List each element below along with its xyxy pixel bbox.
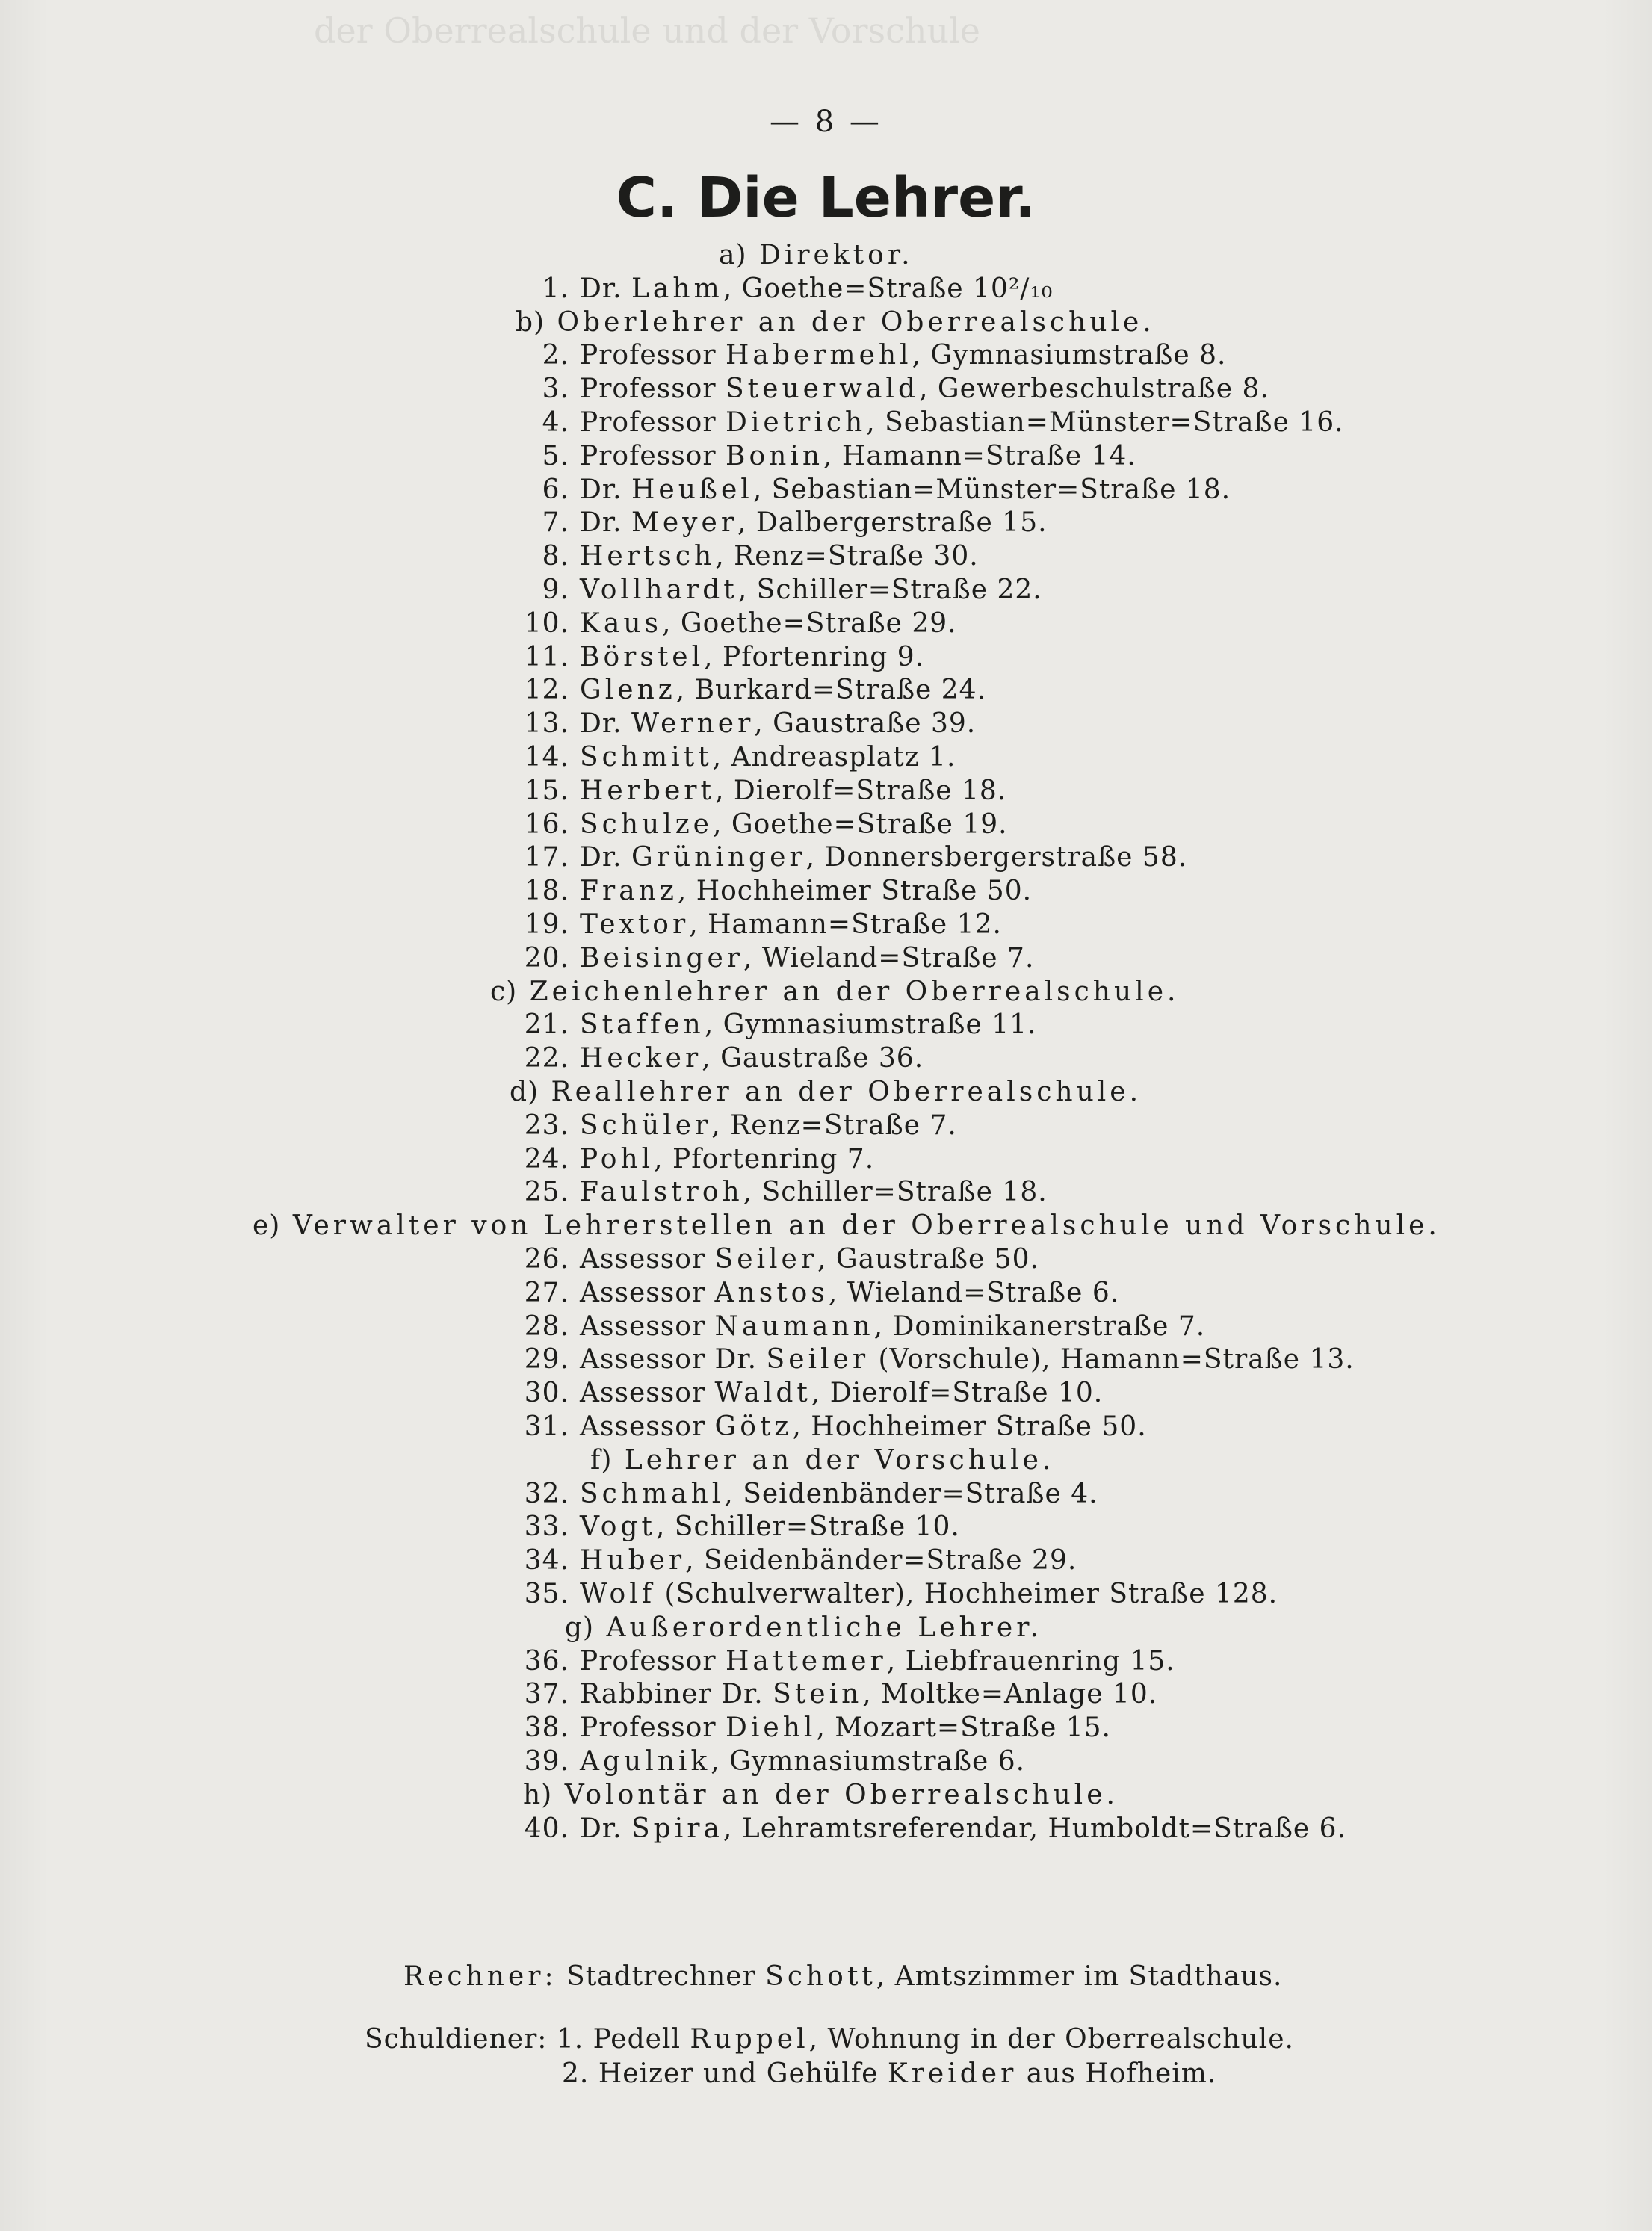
- entry-name: Hattemer: [726, 1645, 887, 1677]
- entry-number: 16.: [524, 808, 569, 840]
- section-heading: [719, 242, 914, 269]
- schuldiener-name: Kreider: [887, 2058, 1018, 2089]
- entry-address: , Dierolf=Straße 10.: [811, 1378, 1104, 1409]
- list-item: [508, 409, 1344, 436]
- entry-name: Seiler: [766, 1344, 870, 1376]
- entry-number: 5.: [542, 440, 569, 471]
- entry-number: 25.: [524, 1177, 569, 1208]
- list-item: [508, 808, 1008, 840]
- entry-title: Dr.: [580, 1813, 632, 1844]
- rechner-title: Stadtrechner: [557, 1961, 766, 1992]
- list-item: [508, 1277, 1120, 1308]
- list-item: [508, 1478, 1098, 1509]
- section-heading: [516, 306, 1155, 338]
- entry-number: 35.: [524, 1579, 569, 1609]
- list-item: [508, 543, 979, 570]
- entry-title: Professor: [580, 440, 726, 471]
- entry-number: 26.: [524, 1244, 569, 1275]
- entry-address: , Schiller=Straße 10.: [655, 1511, 960, 1543]
- rechner-line: [403, 1961, 1283, 1992]
- entry-name: Götz: [714, 1411, 793, 1442]
- entry-address: , Lehramtsreferendar, Humboldt=Straße 6.: [723, 1813, 1347, 1844]
- section-heading: [590, 1444, 1055, 1476]
- section-heading: [565, 1612, 1042, 1643]
- section-label: f): [590, 1444, 613, 1476]
- schuldiener-number: 1.: [556, 2024, 584, 2055]
- entry-number: 22.: [524, 1043, 569, 1074]
- list-item: [508, 775, 1007, 806]
- entry-name: Textor: [580, 909, 690, 940]
- entry-address: , Gaustraße 39.: [754, 708, 977, 740]
- schuldiener-address: , Wohnung in der Oberrealschule.: [808, 2024, 1294, 2055]
- entry-title: Dr.: [580, 474, 632, 505]
- entry-number: 32.: [524, 1478, 569, 1509]
- entry-address: , Wieland=Straße 6.: [828, 1277, 1120, 1308]
- entry-address: , Goethe=Straße 19.: [712, 808, 1008, 840]
- list-item: [508, 1681, 1157, 1708]
- section-label: a): [719, 240, 747, 270]
- list-item: [508, 376, 1269, 403]
- entry-address: , Seidenbänder=Straße 4.: [724, 1478, 1098, 1509]
- entry-name: Anstos: [714, 1277, 829, 1308]
- list-item: [508, 1009, 1037, 1041]
- section-heading-text: Verwalter von Lehrerstellen an der Oberrealschule und Vorschule.: [292, 1210, 1441, 1242]
- entry-number: 14.: [524, 742, 569, 773]
- entry-address: (Vorschule), Hamann=Straße 13.: [869, 1344, 1355, 1376]
- entry-title: Assessor: [580, 1244, 715, 1275]
- entry-number: 38.: [524, 1712, 569, 1744]
- entry-title: Dr.: [580, 842, 632, 873]
- entry-number: 34.: [524, 1545, 569, 1576]
- bleed-through-text: der Oberrealschule und der Vorschule: [314, 10, 981, 51]
- schuldiener-line: [365, 2026, 1294, 2053]
- list-item: [508, 1045, 924, 1072]
- entry-name: Schulze: [580, 808, 713, 840]
- list-item: [508, 1511, 960, 1543]
- entry-address: , Dierolf=Straße 18.: [714, 775, 1007, 806]
- list-item: [508, 708, 977, 740]
- section-heading-text: Lehrer an der Vorschule.: [624, 1444, 1055, 1476]
- entry-number: 11.: [524, 641, 569, 672]
- list-item: [508, 1712, 1111, 1744]
- entry-number: 10.: [524, 607, 569, 639]
- entry-number: 30.: [524, 1378, 569, 1409]
- entry-name: Naumann: [714, 1311, 874, 1342]
- entry-number: 29.: [524, 1344, 569, 1376]
- entry-title: Professor: [580, 340, 726, 371]
- list-item: [508, 440, 1136, 471]
- entry-number: 4.: [542, 407, 569, 438]
- list-item: [508, 1411, 1147, 1442]
- entry-address: , Schiller=Straße 22.: [737, 575, 1042, 605]
- entry-title: Rabbiner Dr.: [580, 1679, 773, 1710]
- section-label: d): [510, 1077, 539, 1107]
- page-title: C. Die Lehrer.: [616, 166, 1036, 230]
- schuldiener-title: Heizer und Gehülfe: [598, 2058, 888, 2089]
- schuldiener-title: Pedell: [593, 2024, 690, 2055]
- entry-number: 12.: [524, 675, 569, 706]
- entry-title: Dr.: [580, 708, 632, 740]
- entry-name: Habermehl: [726, 340, 912, 371]
- rechner-address: , Amtszimmer im Stadthaus.: [876, 1961, 1283, 1992]
- list-item: [508, 1547, 1077, 1574]
- entry-address: , Pfortenring 7.: [654, 1143, 875, 1175]
- entry-name: Börstel: [580, 641, 705, 672]
- entry-address: , Hamann=Straße 14.: [823, 440, 1136, 471]
- entry-name: Bonin: [726, 440, 824, 471]
- entry-name: Schmitt: [580, 742, 713, 773]
- list-item: [508, 273, 1054, 304]
- schuldiener-label: Schuldiener:: [365, 2024, 548, 2055]
- entry-title: Professor: [580, 1645, 726, 1677]
- entry-name: Herbert: [580, 775, 715, 806]
- list-item: [508, 1344, 1355, 1376]
- entry-address: , Wieland=Straße 7.: [743, 942, 1035, 974]
- entry-number: 8.: [542, 541, 569, 572]
- entry-number: 23.: [524, 1110, 569, 1141]
- list-item: [508, 1179, 1048, 1206]
- section-label: e): [253, 1210, 281, 1242]
- entry-number: 20.: [524, 942, 569, 974]
- entry-name: Meyer: [631, 507, 738, 539]
- entry-address: , Seidenbänder=Straße 29.: [685, 1545, 1077, 1576]
- entry-number: 37.: [524, 1679, 569, 1710]
- entry-name: Stein: [773, 1679, 863, 1710]
- rechner-name: Schott: [765, 1961, 876, 1992]
- entry-address: , Gewerbeschulstraße 8.: [918, 374, 1269, 405]
- entry-address: , Goethe=Straße 10²/₁₀: [723, 273, 1054, 304]
- entry-name: Faulstroh: [580, 1177, 743, 1208]
- entry-address: , Gymnasiumstraße 6.: [711, 1746, 1026, 1777]
- entry-title: Assessor: [580, 1277, 715, 1308]
- entry-number: 28.: [524, 1311, 569, 1342]
- entry-name: Wolf: [580, 1579, 656, 1609]
- list-item: [508, 1143, 875, 1175]
- schuldiener-line: [562, 2058, 1217, 2089]
- entry-number: 27.: [524, 1277, 569, 1308]
- entry-name: Beisinger: [580, 942, 744, 974]
- list-item: [508, 641, 925, 672]
- list-item: [508, 1313, 1205, 1340]
- list-item: [508, 577, 1042, 604]
- entry-name: Dietrich: [726, 407, 867, 438]
- entry-title: Professor: [580, 374, 726, 405]
- list-item: [508, 1110, 957, 1141]
- page-number: — 8 —: [770, 105, 882, 139]
- rechner-label: Rechner:: [403, 1961, 557, 1992]
- entry-name: Diehl: [726, 1712, 817, 1744]
- entry-address: , Hochheimer Straße 50.: [792, 1411, 1147, 1442]
- entry-name: Grüninger: [631, 842, 806, 873]
- entry-name: Seiler: [714, 1244, 818, 1275]
- entry-address: , Renz=Straße 30.: [715, 541, 979, 572]
- entry-number: 24.: [524, 1143, 569, 1175]
- entry-address: , Mozart=Straße 15.: [816, 1712, 1111, 1744]
- entry-title: Assessor Dr.: [580, 1344, 767, 1376]
- entry-address: , Donnersbergerstraße 58.: [805, 842, 1188, 873]
- entry-address: (Schulverwalter), Hochheimer Straße 128.: [655, 1579, 1278, 1609]
- list-item: [508, 342, 1226, 369]
- entry-name: Staffen: [580, 1009, 705, 1041]
- entry-number: 31.: [524, 1411, 569, 1442]
- entry-name: Franz: [580, 876, 678, 907]
- list-item: [508, 507, 1048, 539]
- entry-address: , Gaustraße 50.: [817, 1244, 1039, 1275]
- entry-name: Vollhardt: [580, 575, 738, 605]
- section-heading-text: Direktor.: [758, 240, 914, 270]
- section-heading: [253, 1210, 1441, 1242]
- section-heading: [490, 976, 1180, 1007]
- section-label: c): [490, 976, 518, 1007]
- entry-number: 15.: [524, 775, 569, 806]
- schuldiener-number: 2.: [562, 2058, 590, 2089]
- section-label: h): [523, 1779, 553, 1810]
- list-item: [508, 607, 957, 639]
- entry-number: 40.: [524, 1813, 569, 1844]
- entry-address: , Dalbergerstraße 15.: [737, 507, 1048, 539]
- entry-number: 9.: [542, 575, 569, 605]
- entry-title: Assessor: [580, 1378, 715, 1409]
- entry-number: 21.: [524, 1009, 569, 1041]
- entry-address: , Andreasplatz 1.: [712, 742, 956, 773]
- entry-address: , Renz=Straße 7.: [711, 1110, 957, 1141]
- entry-number: 6.: [542, 474, 569, 505]
- entry-name: Vogt: [580, 1511, 656, 1543]
- list-item: [508, 942, 1035, 974]
- entry-name: Schmahl: [580, 1478, 725, 1509]
- section-label: g): [565, 1612, 595, 1643]
- list-item: [508, 474, 1231, 505]
- entry-number: 13.: [524, 708, 569, 740]
- entry-name: Agulnik: [580, 1746, 711, 1777]
- entry-address: , Pfortenring 9.: [704, 641, 925, 672]
- entry-title: Assessor: [580, 1411, 715, 1442]
- entry-number: 19.: [524, 909, 569, 940]
- entry-address: , Gaustraße 36.: [702, 1043, 924, 1074]
- entry-address: , Sebastian=Münster=Straße 18.: [752, 474, 1231, 505]
- entry-address: , Goethe=Straße 29.: [662, 607, 957, 639]
- section-heading-text: Außerordentliche Lehrer.: [606, 1612, 1042, 1643]
- entry-name: Huber: [580, 1545, 686, 1576]
- section-heading-text: Oberlehrer an der Oberrealschule.: [557, 306, 1155, 338]
- section-heading: [510, 1079, 1142, 1106]
- entry-name: Werner: [631, 708, 755, 740]
- section-heading: [523, 1779, 1119, 1810]
- entry-number: 39.: [524, 1746, 569, 1777]
- list-item: [508, 1246, 1039, 1273]
- entry-name: Waldt: [714, 1378, 811, 1409]
- entry-name: Pohl: [580, 1143, 655, 1175]
- entry-name: Lahm: [631, 273, 723, 304]
- entry-address: , Moltke=Anlage 10.: [862, 1679, 1158, 1710]
- entry-name: Hertsch: [580, 541, 716, 572]
- entry-title: Professor: [580, 1712, 726, 1744]
- entry-title: Professor: [580, 407, 726, 438]
- entry-address: , Hamann=Straße 12.: [689, 909, 1002, 940]
- list-item: [508, 1581, 1278, 1608]
- entry-number: 1.: [542, 273, 569, 304]
- section-heading-text: Volontär an der Oberrealschule.: [564, 1779, 1119, 1810]
- list-item: [508, 677, 986, 704]
- list-item: [508, 1645, 1175, 1677]
- entry-address: , Schiller=Straße 18.: [743, 1177, 1048, 1208]
- list-item: [508, 878, 1032, 905]
- entry-name: Spira: [631, 1813, 723, 1844]
- list-item: [508, 1380, 1103, 1407]
- schuldiener-address: aus Hofheim.: [1017, 2058, 1217, 2089]
- entry-address: , Hochheimer Straße 50.: [677, 876, 1033, 907]
- list-item: [508, 744, 956, 771]
- entry-number: 3.: [542, 374, 569, 405]
- entry-name: Kaus: [580, 607, 663, 639]
- section-heading-text: Zeichenlehrer an der Oberrealschule.: [529, 976, 1180, 1007]
- entry-number: 17.: [524, 842, 569, 873]
- list-item: [508, 909, 1002, 940]
- entry-address: , Gymnasiumstraße 8.: [912, 340, 1227, 371]
- entry-address: , Dominikanerstraße 7.: [873, 1311, 1206, 1342]
- list-item: [508, 1813, 1347, 1844]
- entry-address: , Gymnasiumstraße 11.: [704, 1009, 1037, 1041]
- entry-number: 2.: [542, 340, 569, 371]
- entry-title: Dr.: [580, 507, 632, 539]
- list-item: [508, 844, 1187, 871]
- entry-title: Dr.: [580, 273, 632, 304]
- entry-name: Steuerwald: [726, 374, 919, 405]
- entry-name: Schüler: [580, 1110, 712, 1141]
- entry-number: 18.: [524, 876, 569, 907]
- list-item: [508, 1748, 1025, 1775]
- schuldiener-name: Ruppel: [690, 2024, 809, 2055]
- section-label: b): [516, 306, 545, 338]
- entry-number: 7.: [542, 507, 569, 539]
- entry-name: Heußel: [631, 474, 753, 505]
- section-heading-text: Reallehrer an der Oberrealschule.: [551, 1077, 1142, 1107]
- entry-number: 33.: [524, 1511, 569, 1543]
- entry-name: Glenz: [580, 675, 676, 706]
- entry-address: , Liebfrauenring 15.: [886, 1645, 1175, 1677]
- entry-number: 36.: [524, 1645, 569, 1677]
- entry-address: , Sebastian=Münster=Straße 16.: [866, 407, 1344, 438]
- entry-name: Hecker: [580, 1043, 702, 1074]
- entry-address: , Burkard=Straße 24.: [675, 675, 987, 706]
- entry-title: Assessor: [580, 1311, 715, 1342]
